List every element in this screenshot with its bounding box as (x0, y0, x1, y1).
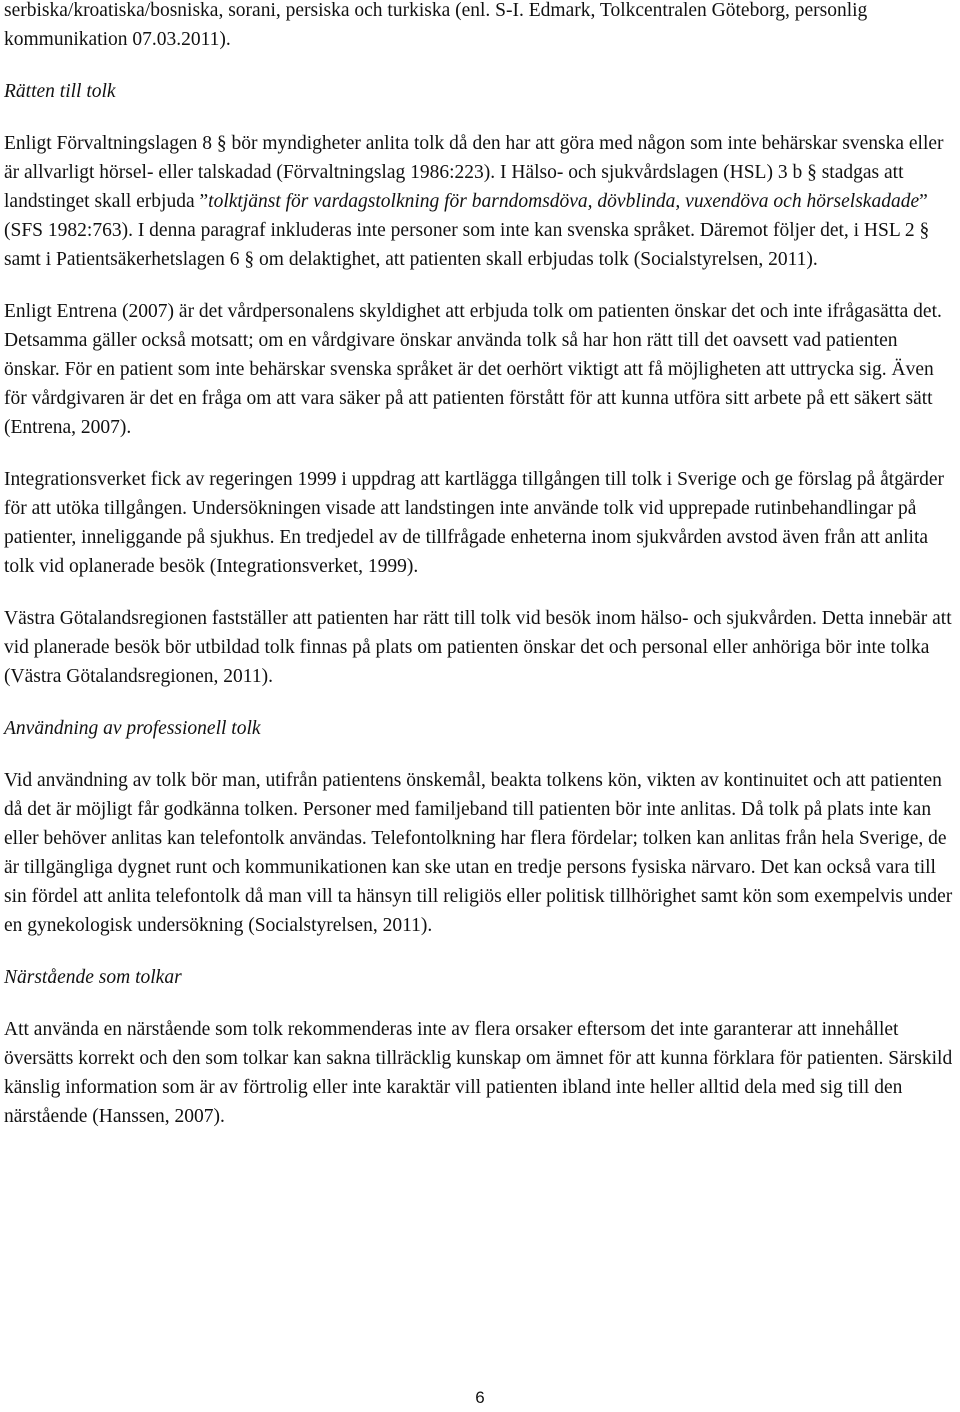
paragraph-italic-quote: tolktjänst för vardagstolkning för barndomsdöva, dövblinda, vuxendöva och hörselskadade (208, 191, 920, 212)
paragraph-forvaltningslagen (4, 129, 958, 274)
paragraph-integrationsverket: Integrationsverket fick av regeringen 1999 i uppdrag att kartlägga tillgången till tolk i Sverige och ge förslag på åtgärder för att utöka tillgången. Undersökningen visade att landstingen inte använde tolk vid upprepade rutinbehandlingar på patienter, inneliggande på sjukhus. En tredjedel av de tillfrågade enheterna inom sjukvården avstod även från att anlita tolk vid oplanerade besök (Integrationsverket, 1999). (4, 469, 945, 577)
section-heading-professionell-tolk: Användning av professionell tolk (4, 718, 261, 739)
document-page (4, 0, 958, 1131)
paragraph-intro-continuation: serbiska/kroatiska/bosniska, sorani, persiska och turkiska (enl. S-I. Edmark, Tolkcentralen Göteborg, personlig kommunikation 07.03.2011). (4, 0, 868, 50)
paragraph-anvandning-av-tolk: Vid användning av tolk bör man, utifrån patientens önskemål, beakta tolkens kön, vikten av kontinuitet och att patienten då det är möjligt får godkänna tolken. Personer med familjeband till patienten bör inte anlitas. Då tolk på plats inte kan eller behöver anlitas kan telefontolk användas. Telefontolkning har flera fördelar; tolken kan anlitas från hela Sverige, de är tillgängliga dygnet runt och kommunikationen kan ske utan en tredje persons fysiska närvaro. Det kan också vara till sin fördel att anlita telefontolk då man vill ta hänsyn till religiös eller politisk tillhörighet samt kön som exempelvis under en gynekologisk undersökning (Socialstyrelsen, 2011). (4, 770, 953, 936)
section-heading-narstaende: Närstående som tolkar (4, 967, 182, 988)
page-number: 6 (475, 1388, 485, 1407)
paragraph-narstaende: Att använda en närstående som tolk rekommenderas inte av flera orsaker eftersom det inte garanterar att innehållet översätts korrekt och den som tolkar kan sakna tillräcklig kunskap om ämnet för att kunna förklara för patienten. Särskild känslig information som är av förtrolig eller inte karaktär vill patienten ibland inte heller alltid dela med sig till den närstående (Hanssen, 2007). (4, 1019, 953, 1127)
paragraph-text-part: ” (SFS 1982:763). I denna paragraf inkluderas inte personer som inte kan svenska språket. Däremot följer det, i HSL 2 § samt i Patientsäkerhetslagen 6 § om delaktighet, att patienten skall erbjudas tolk (Socialstyrelsen, 2011). (4, 191, 930, 270)
section-heading-ratten-till-tolk: Rätten till tolk (4, 81, 116, 102)
paragraph-entrena: Enligt Entrena (2007) är det vårdpersonalens skyldighet att erbjuda tolk om patienten önskar det och inte ifrågasätta det. Detsamma gäller också motsatt; om en vårdgivare önskar använda tolk så har hon rätt till det oavsett vad patienten önskar. För en patient som inte behärskar svenska språket är det oerhört viktigt att få möjligheten att uttrycka sig. Även för vårdgivaren är det en fråga om att vara säker på att patienten förstått för att kunna utföra sitt arbete på ett säkert sätt (Entrena, 2007). (4, 301, 942, 438)
paragraph-text-part: Enligt Förvaltningslagen 8 § bör myndigheter anlita tolk då den har att göra med någon som inte behärskar svenska eller är allvarligt hörsel- eller talskadad (Förvaltningslag 1986:223). I Hälso- och sjukvårdslagen (HSL) 3 b § stadgas att landstinget skall erbjuda ” (4, 133, 944, 212)
paragraph-vastra-gotalandsregionen: Västra Götalandsregionen fastställer att patienten har rätt till tolk vid besök inom hälso- och sjukvården. Detta innebär att vid planerade besök bör utbildad tolk finnas på plats om patienten önskar det och personal eller anhöriga bör inte tolka (Västra Götalandsregionen, 2011). (4, 608, 952, 687)
